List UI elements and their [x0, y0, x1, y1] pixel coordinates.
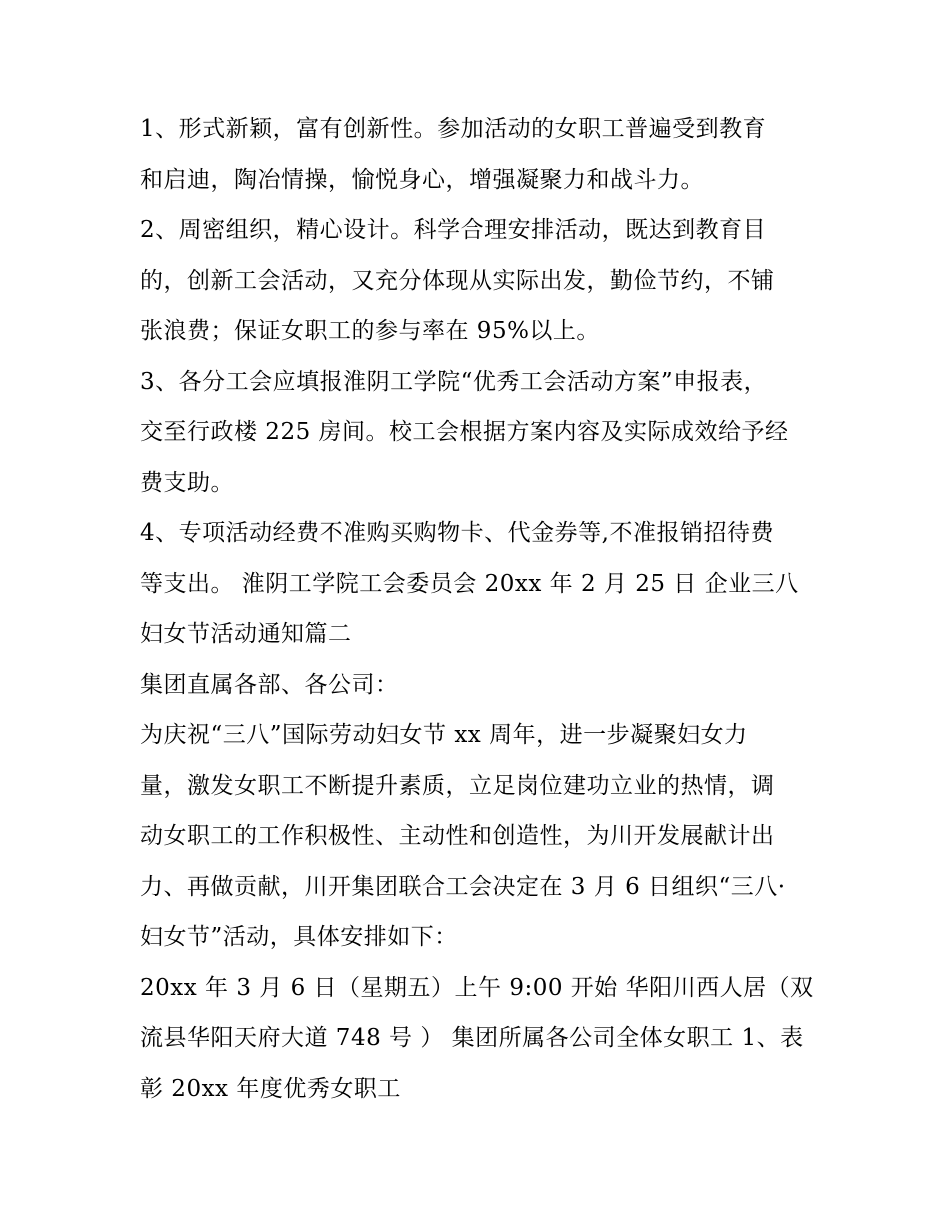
- document-body: [140, 104, 820, 1114]
- text-line: 2、周密组织，精心设计。科学合理安排活动，既达到教育目: [140, 217, 767, 243]
- text-line: 等支出。 淮阴工学院工会委员会 20xx 年 2 月 25 日 企业三八: [140, 570, 799, 597]
- paragraph: [140, 104, 820, 205]
- text-line: 量，激发女职工不断提升素质，立足岗位建功立业的热情，调: [140, 772, 775, 799]
- text-line: 动女职工的工作积极性、主动性和创造性，为川开发展献计出: [140, 823, 775, 849]
- paragraph: [140, 357, 820, 509]
- text-line: 张浪费；保证女职工的参与率在 95%以上。: [140, 318, 600, 344]
- text-line: 3、各分工会应填报淮阴工学院“优秀工会活动方案”申报表，: [140, 368, 768, 395]
- paragraph: [140, 963, 820, 1115]
- text-line: 彰 20xx 年度优秀女职工: [140, 1075, 401, 1102]
- text-line: 费支助。: [140, 469, 234, 496]
- text-line: 的，创新工会活动，又充分体现从实际出发，勤俭节约，不铺: [140, 267, 775, 294]
- text-line: 妇女节活动通知篇二: [140, 621, 352, 647]
- text-line: 集团直属各部、各公司：: [140, 671, 399, 698]
- text-line: 流县华阳天府大道 748 号 ） 集团所属各公司全体女职工 1、表: [140, 1025, 804, 1051]
- text-line: 1、形式新颖，富有创新性。参加活动的女职工普遍受到教育: [140, 116, 767, 142]
- paragraph: [140, 508, 820, 660]
- text-line: 交至行政楼 225 房间。校工会根据方案内容及实际成效给予经: [140, 419, 789, 445]
- paragraph: [140, 710, 820, 963]
- text-line: 4、专项活动经费不准购买购物卡、代金券等,不准报销招待费: [140, 520, 774, 546]
- text-line: 妇女节”活动，具体安排如下：: [140, 924, 458, 950]
- text-line: 和启迪，陶冶情操，愉悦身心，增强凝聚力和战斗力。: [140, 166, 704, 193]
- paragraph: [140, 205, 820, 357]
- text-line: 力、再做贡献，川开集团联合工会决定在 3 月 6 日组织“三八·: [140, 873, 786, 900]
- paragraph: [140, 660, 820, 711]
- text-line: 为庆祝“三八”国际劳动妇女节 xx 周年，进一步凝聚妇女力: [140, 722, 748, 748]
- text-line: 20xx 年 3 月 6 日（星期五）上午 9:00 开始 华阳川西人居（双: [140, 974, 814, 1001]
